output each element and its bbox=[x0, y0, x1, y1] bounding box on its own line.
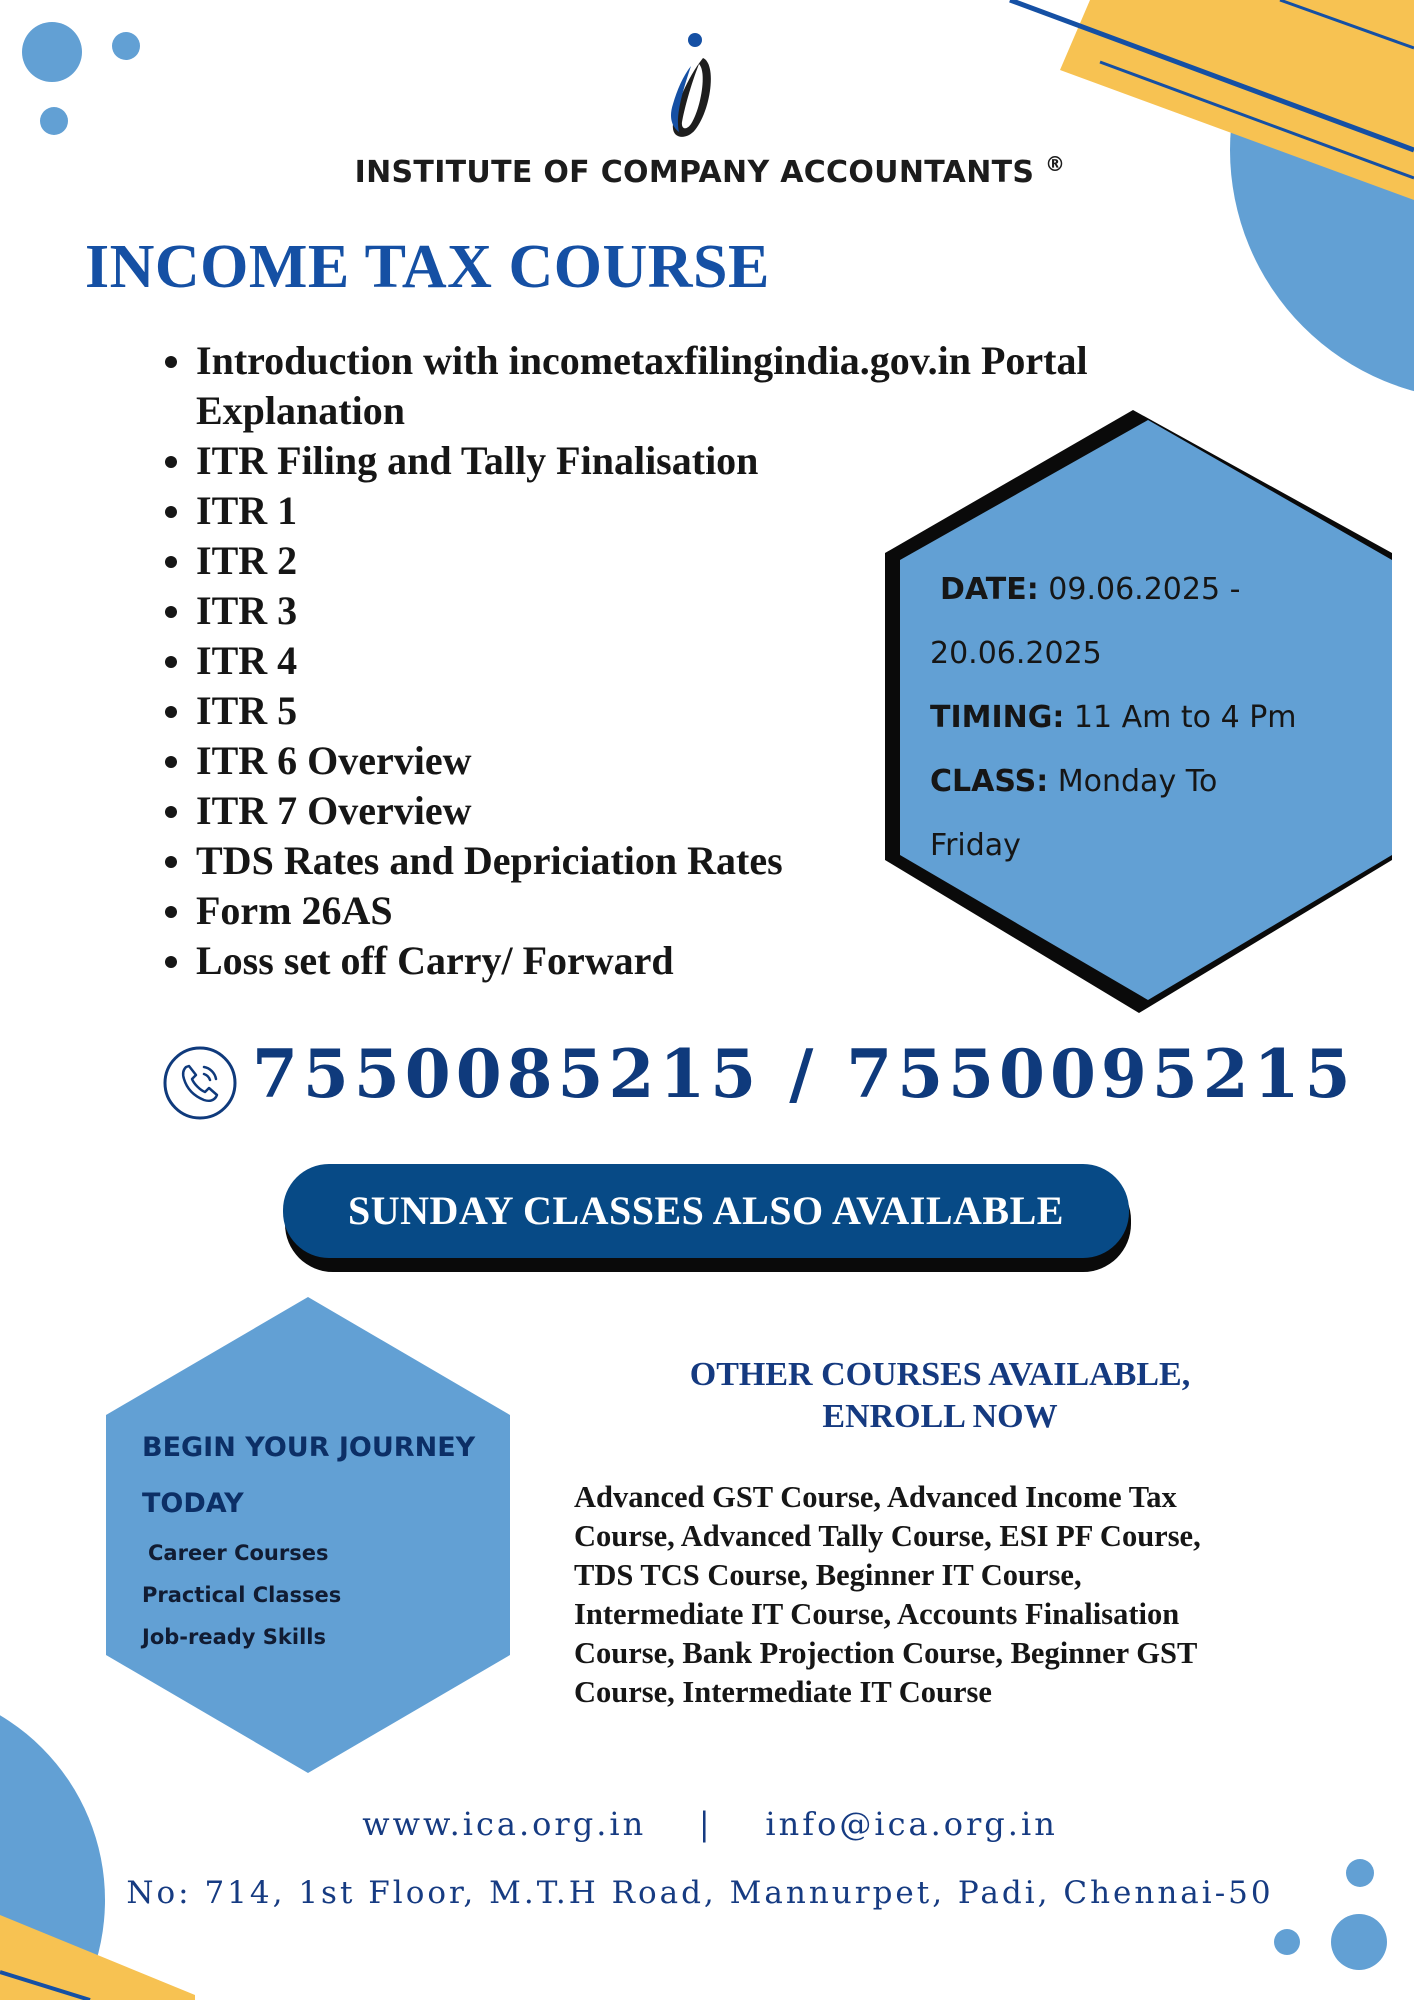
topic-item: • Form 26AS bbox=[196, 886, 1256, 936]
other-courses-line: Advanced GST Course, Advanced Income Tax bbox=[574, 1480, 1177, 1514]
other-courses-line: Course, Bank Projection Course, Beginner GST bbox=[574, 1636, 1198, 1670]
timing-row bbox=[930, 686, 1330, 750]
topic-item: • Loss set off Carry/ Forward bbox=[196, 936, 1256, 986]
organization-name-text: INSTITUTE OF COMPANY ACCOUNTANTS bbox=[354, 155, 1035, 190]
date-value: 09.06.2025 - bbox=[1048, 572, 1241, 607]
schedule-info bbox=[930, 558, 1330, 878]
course-title: INCOME TAX COURSE bbox=[85, 233, 770, 301]
date-value-continued: 20.06.2025 bbox=[930, 636, 1102, 671]
journey-block bbox=[142, 1420, 502, 1658]
topic-item: • ITR 3 bbox=[196, 586, 1256, 636]
ica-logo-icon bbox=[665, 30, 725, 145]
decor-dot-large bbox=[1331, 1914, 1387, 1970]
topic-item: • ITR 7 Overview bbox=[196, 786, 1256, 836]
date-row bbox=[930, 558, 1330, 622]
topic-item: • ITR 1 bbox=[196, 486, 1256, 536]
address-line: No: 714, 1st Floor, M.T.H Road, Mannurpet, Padi, Chennai-50 bbox=[126, 1875, 1274, 1911]
date-label: DATE: bbox=[940, 572, 1039, 607]
journey-item: Job-ready Skills bbox=[142, 1625, 326, 1649]
phone-icon bbox=[162, 1045, 238, 1121]
class-value-continued: Friday bbox=[930, 828, 1021, 863]
decor-dot-small bbox=[1346, 1859, 1374, 1887]
topic-item: • ITR Filing and Tally Finalisation bbox=[196, 436, 1256, 486]
class-value: Monday To bbox=[1057, 764, 1218, 799]
other-courses-line: Course, Advanced Tally Course, ESI PF Course, bbox=[574, 1519, 1201, 1553]
timing-value: 11 Am to 4 Pm bbox=[1073, 700, 1297, 735]
other-courses-title-line1: OTHER COURSES AVAILABLE, bbox=[689, 1356, 1191, 1393]
topic-item: • ITR 4 bbox=[196, 636, 1256, 686]
journey-item: Practical Classes bbox=[142, 1583, 342, 1607]
topic-item: • ITR 2 bbox=[196, 536, 1256, 586]
topic-item: • TDS Rates and Depriciation Rates bbox=[196, 836, 1256, 886]
other-courses-line: Intermediate IT Course, Accounts Finalisation bbox=[574, 1597, 1180, 1631]
other-courses-line: Course, Intermediate IT Course bbox=[574, 1675, 992, 1709]
sunday-classes-banner: SUNDAY CLASSES ALSO AVAILABLE bbox=[283, 1164, 1129, 1258]
journey-title-line1: BEGIN YOUR JOURNEY bbox=[142, 1432, 476, 1463]
class-row bbox=[930, 750, 1330, 814]
other-courses-title bbox=[570, 1354, 1310, 1438]
timing-label: TIMING: bbox=[930, 700, 1065, 735]
decor-dot-small bbox=[40, 107, 68, 135]
registered-mark: ® bbox=[1045, 152, 1066, 176]
website-email-line[interactable]: www.ica.org.in | info@ica.org.in bbox=[362, 1805, 1058, 1843]
other-courses-list bbox=[574, 1478, 1304, 1712]
other-courses-title-line2: ENROLL NOW bbox=[822, 1398, 1058, 1435]
phone-numbers[interactable]: 7550085215 / 7550095215 bbox=[252, 1035, 1356, 1113]
topic-item: • ITR 6 Overview bbox=[196, 736, 1256, 786]
decor-dot-small bbox=[1274, 1929, 1300, 1955]
other-courses-line: TDS TCS Course, Beginner IT Course, bbox=[574, 1558, 1082, 1592]
journey-title-line2: TODAY bbox=[142, 1488, 244, 1519]
topic-item: • ITR 5 bbox=[196, 686, 1256, 736]
topic-item: • Introduction with incometaxfilingindia.gov.in Portal Explanation bbox=[196, 336, 1256, 436]
decor-dot-small bbox=[112, 32, 140, 60]
class-label: CLASS: bbox=[930, 764, 1049, 799]
organization-name bbox=[300, 152, 1120, 190]
journey-item: Career Courses bbox=[148, 1541, 329, 1565]
decor-dot-large bbox=[22, 22, 82, 82]
